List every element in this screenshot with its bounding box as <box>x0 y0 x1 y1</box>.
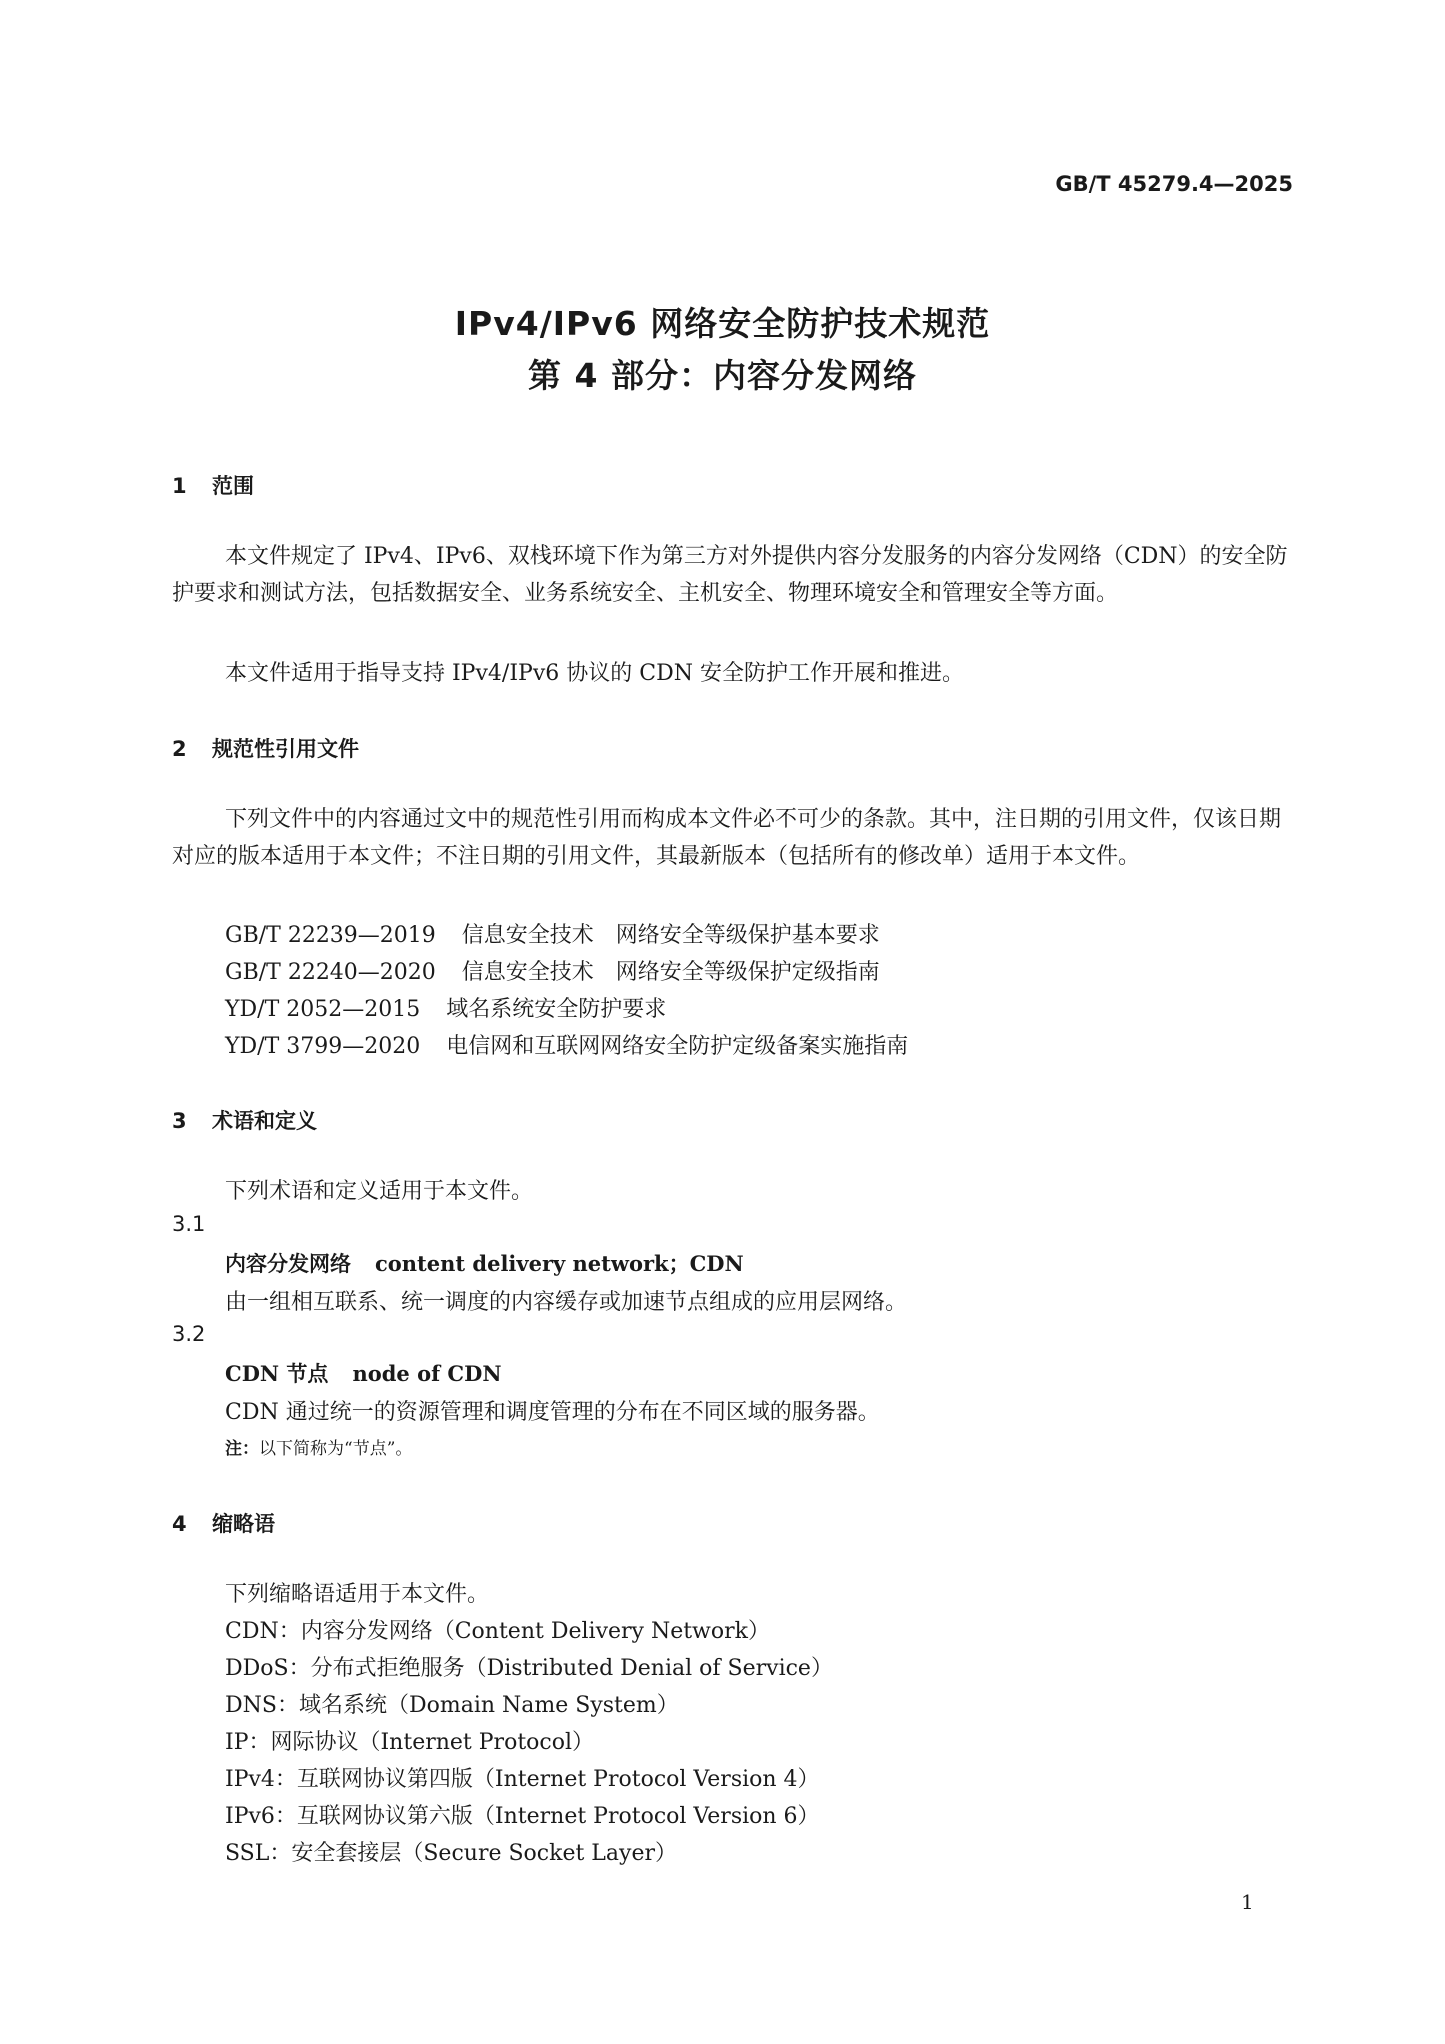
section-heading-abbreviations <box>172 1508 275 1538</box>
term-name <box>225 1248 744 1278</box>
abbreviation-item: CDN：内容分发网络（Content Delivery Network） <box>225 1619 770 1644</box>
term-number: 3.2 <box>172 1322 206 1346</box>
abbreviation-item: IPv6：互联网协议第六版（Internet Protocol Version 6） <box>225 1804 820 1829</box>
reference-item <box>225 918 880 949</box>
term-definition: 由一组相互联系、统一调度的内容缓存或加速节点组成的应用层网络。 <box>225 1290 908 1315</box>
reference-item <box>225 992 666 1023</box>
reference-item <box>225 955 880 986</box>
reference-code: GB/T 22239—2019 <box>225 923 436 948</box>
abbreviation-item: IP：网际协议（Internet Protocol） <box>225 1730 595 1755</box>
section-heading-scope <box>172 470 254 500</box>
standard-number: GB/T 45279.4—2025 <box>1055 172 1293 196</box>
abbreviation-item: DNS：域名系统（Domain Name System） <box>225 1693 679 1718</box>
abbreviation-item: DDoS：分布式拒绝服务（Distributed Denial of Service） <box>225 1656 833 1681</box>
term-name-en: content delivery network；CDN <box>375 1251 744 1276</box>
section-title: 术语和定义 <box>212 1109 317 1133</box>
term-name-zh: 内容分发网络 <box>225 1251 351 1276</box>
term-note <box>225 1434 412 1459</box>
term-name-zh: CDN 节点 <box>225 1361 329 1386</box>
section-number: 1 <box>172 474 187 498</box>
abbreviations-intro: 下列缩略语适用于本文件。 <box>225 1582 490 1607</box>
note-label: 注： <box>225 1439 259 1459</box>
section-title: 规范性引用文件 <box>212 737 359 761</box>
abbreviation-item: SSL：安全套接层（Secure Socket Layer） <box>225 1841 677 1866</box>
term-name-en: node of CDN <box>352 1361 502 1386</box>
note-text: 以下简称为“节点”。 <box>259 1439 413 1459</box>
references-paragraph: 下列文件中的内容通过文中的规范性引用而构成本文件必不可少的条款。其中，注日期的引用文件，仅该日期对应的版本适用于本文件；不注日期的引用文件，其最新版本（包括所有的修改单）适用于本文件。 <box>172 807 1282 869</box>
section-number: 4 <box>172 1512 187 1536</box>
reference-code: YD/T 3799—2020 <box>225 1034 421 1059</box>
scope-applicability: 本文件适用于指导支持 IPv4/IPv6 协议的 CDN 安全防护工作开展和推进。 <box>225 661 964 686</box>
section-heading-normative-references <box>172 733 359 763</box>
term-name <box>225 1358 502 1388</box>
reference-title: 电信网和互联网网络安全防护定级备案实施指南 <box>446 1034 909 1059</box>
reference-code: YD/T 2052—2015 <box>225 997 421 1022</box>
section-heading-terms <box>172 1105 317 1135</box>
terms-intro: 下列术语和定义适用于本文件。 <box>225 1179 534 1204</box>
reference-item <box>225 1029 908 1060</box>
section-title: 缩略语 <box>212 1512 275 1536</box>
section-title: 范围 <box>212 474 254 498</box>
reference-title: 信息安全技术 网络安全等级保护定级指南 <box>461 960 880 985</box>
page-number: 1 <box>1241 1890 1254 1914</box>
scope-paragraph: 本文件规定了 IPv4、IPv6、双栈环境下作为第三方对外提供内容分发服务的内容分发网络（CDN）的安全防护要求和测试方法，包括数据安全、业务系统安全、主机安全、物理环境安全和管理安全等方面。 <box>172 544 1288 606</box>
term-definition: CDN 通过统一的资源管理和调度管理的分布在不同区域的服务器。 <box>225 1400 880 1425</box>
section-number: 3 <box>172 1109 187 1133</box>
section-number: 2 <box>172 737 187 761</box>
document-title: IPv4/IPv6 网络安全防护技术规范 <box>454 304 991 343</box>
reference-code: GB/T 22240—2020 <box>225 960 436 985</box>
document-subtitle: 第 4 部分：内容分发网络 <box>528 356 917 395</box>
reference-title: 信息安全技术 网络安全等级保护基本要求 <box>461 923 880 948</box>
abbreviation-item: IPv4：互联网协议第四版（Internet Protocol Version 4） <box>225 1767 820 1792</box>
reference-title: 域名系统安全防护要求 <box>446 997 667 1022</box>
term-number: 3.1 <box>172 1212 206 1236</box>
